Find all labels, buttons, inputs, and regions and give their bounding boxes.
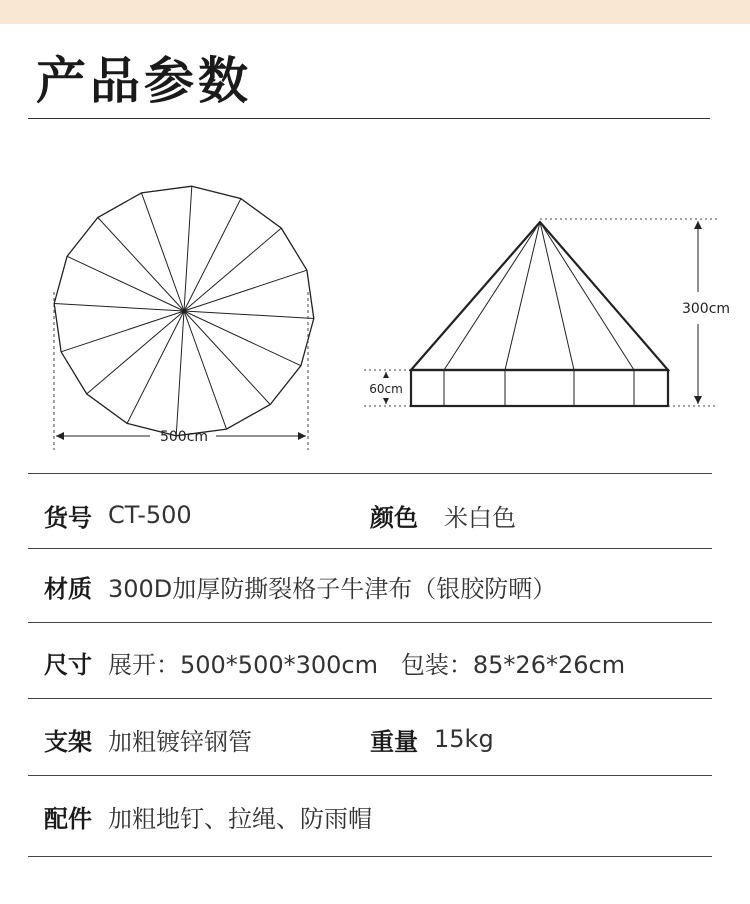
spec-item-no [44, 495, 192, 535]
spec-color [370, 495, 516, 535]
spec-label: 重量 [370, 727, 418, 756]
spec-value: 300D加厚防撕裂格子牛津布（银胶防晒） [108, 574, 557, 603]
spec-label: 材质 [44, 574, 92, 603]
spec-value: 15kg [434, 725, 494, 753]
spec-divider [28, 775, 712, 776]
spec-divider [28, 473, 712, 474]
side-wall-label: 60cm [369, 382, 403, 396]
canopy-seam [98, 218, 184, 312]
spec-divider [28, 856, 712, 857]
spec-value: 加粗地钉、拉绳、防雨帽 [108, 804, 372, 833]
spec-value: 米白色 [444, 503, 516, 532]
canopy-seam [54, 304, 184, 312]
canopy-seam [142, 193, 185, 311]
spec-value: 加粗镀锌钢管 [108, 727, 252, 756]
canopy-seam [87, 311, 184, 394]
side-height-label: 300cm [681, 301, 731, 317]
spec-size [44, 642, 625, 682]
spec-value: CT-500 [108, 501, 192, 529]
spec-value: 展开：500*500*300cm 包装：85*26*26cm [108, 650, 626, 679]
spec-divider [28, 548, 712, 549]
tent-top-view [54, 186, 314, 436]
side-height-dimension [540, 219, 730, 406]
spec-label: 支架 [44, 727, 92, 756]
canopy-seam [61, 311, 184, 352]
spec-label: 货号 [44, 503, 92, 532]
spec-material [44, 566, 556, 606]
spec-label: 配件 [44, 804, 92, 833]
canopy-seam [184, 270, 307, 311]
canopy-seam [176, 311, 184, 436]
side-wall-dimension [364, 370, 410, 406]
canopy-seam [184, 311, 301, 366]
canopy-seam [127, 311, 184, 423]
canopy-seam [184, 311, 270, 405]
page-title: 产品参数 [36, 52, 252, 110]
spec-frame [44, 719, 252, 759]
spec-weight [370, 719, 494, 759]
canopy-seam [184, 311, 314, 319]
canopy-seam [67, 256, 184, 311]
tent-side-view [411, 222, 668, 406]
spec-label: 颜色 [370, 503, 418, 532]
canopy-seam [184, 186, 192, 311]
spec-divider [28, 622, 712, 623]
spec-label: 尺寸 [44, 650, 92, 679]
spec-divider [28, 698, 712, 699]
canopy-seam [184, 228, 281, 311]
spec-accessories [44, 796, 372, 836]
canopy-seam [184, 311, 227, 429]
canopy-seam [184, 199, 241, 311]
top-width-label: 500cm [159, 429, 209, 445]
